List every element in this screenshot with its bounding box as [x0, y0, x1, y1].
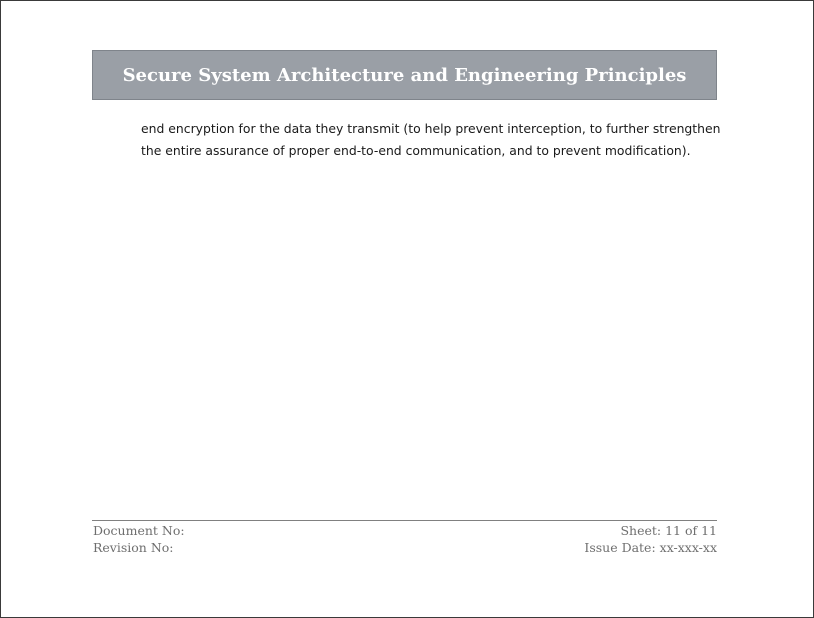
sheet-number: Sheet: 11 of 11 — [620, 523, 717, 538]
footer-divider — [92, 520, 717, 521]
body-line-2: the entire assurance of proper end-to-end communication, and to prevent modification). — [141, 143, 691, 158]
footer-left-block — [93, 522, 185, 556]
footer-right-block — [584, 522, 717, 556]
title-banner — [92, 50, 717, 100]
page-footer — [92, 522, 717, 562]
document-no-label: Document No: — [93, 523, 185, 538]
body-paragraph — [141, 118, 741, 162]
page-title: Secure System Architecture and Engineering Principles — [122, 64, 687, 86]
revision-no-label: Revision No: — [93, 540, 174, 555]
issue-date: Issue Date: xx-xxx-xx — [584, 540, 717, 555]
body-line-1: end encryption for the data they transmit (to help prevent interception, to further strengthen — [141, 121, 721, 136]
